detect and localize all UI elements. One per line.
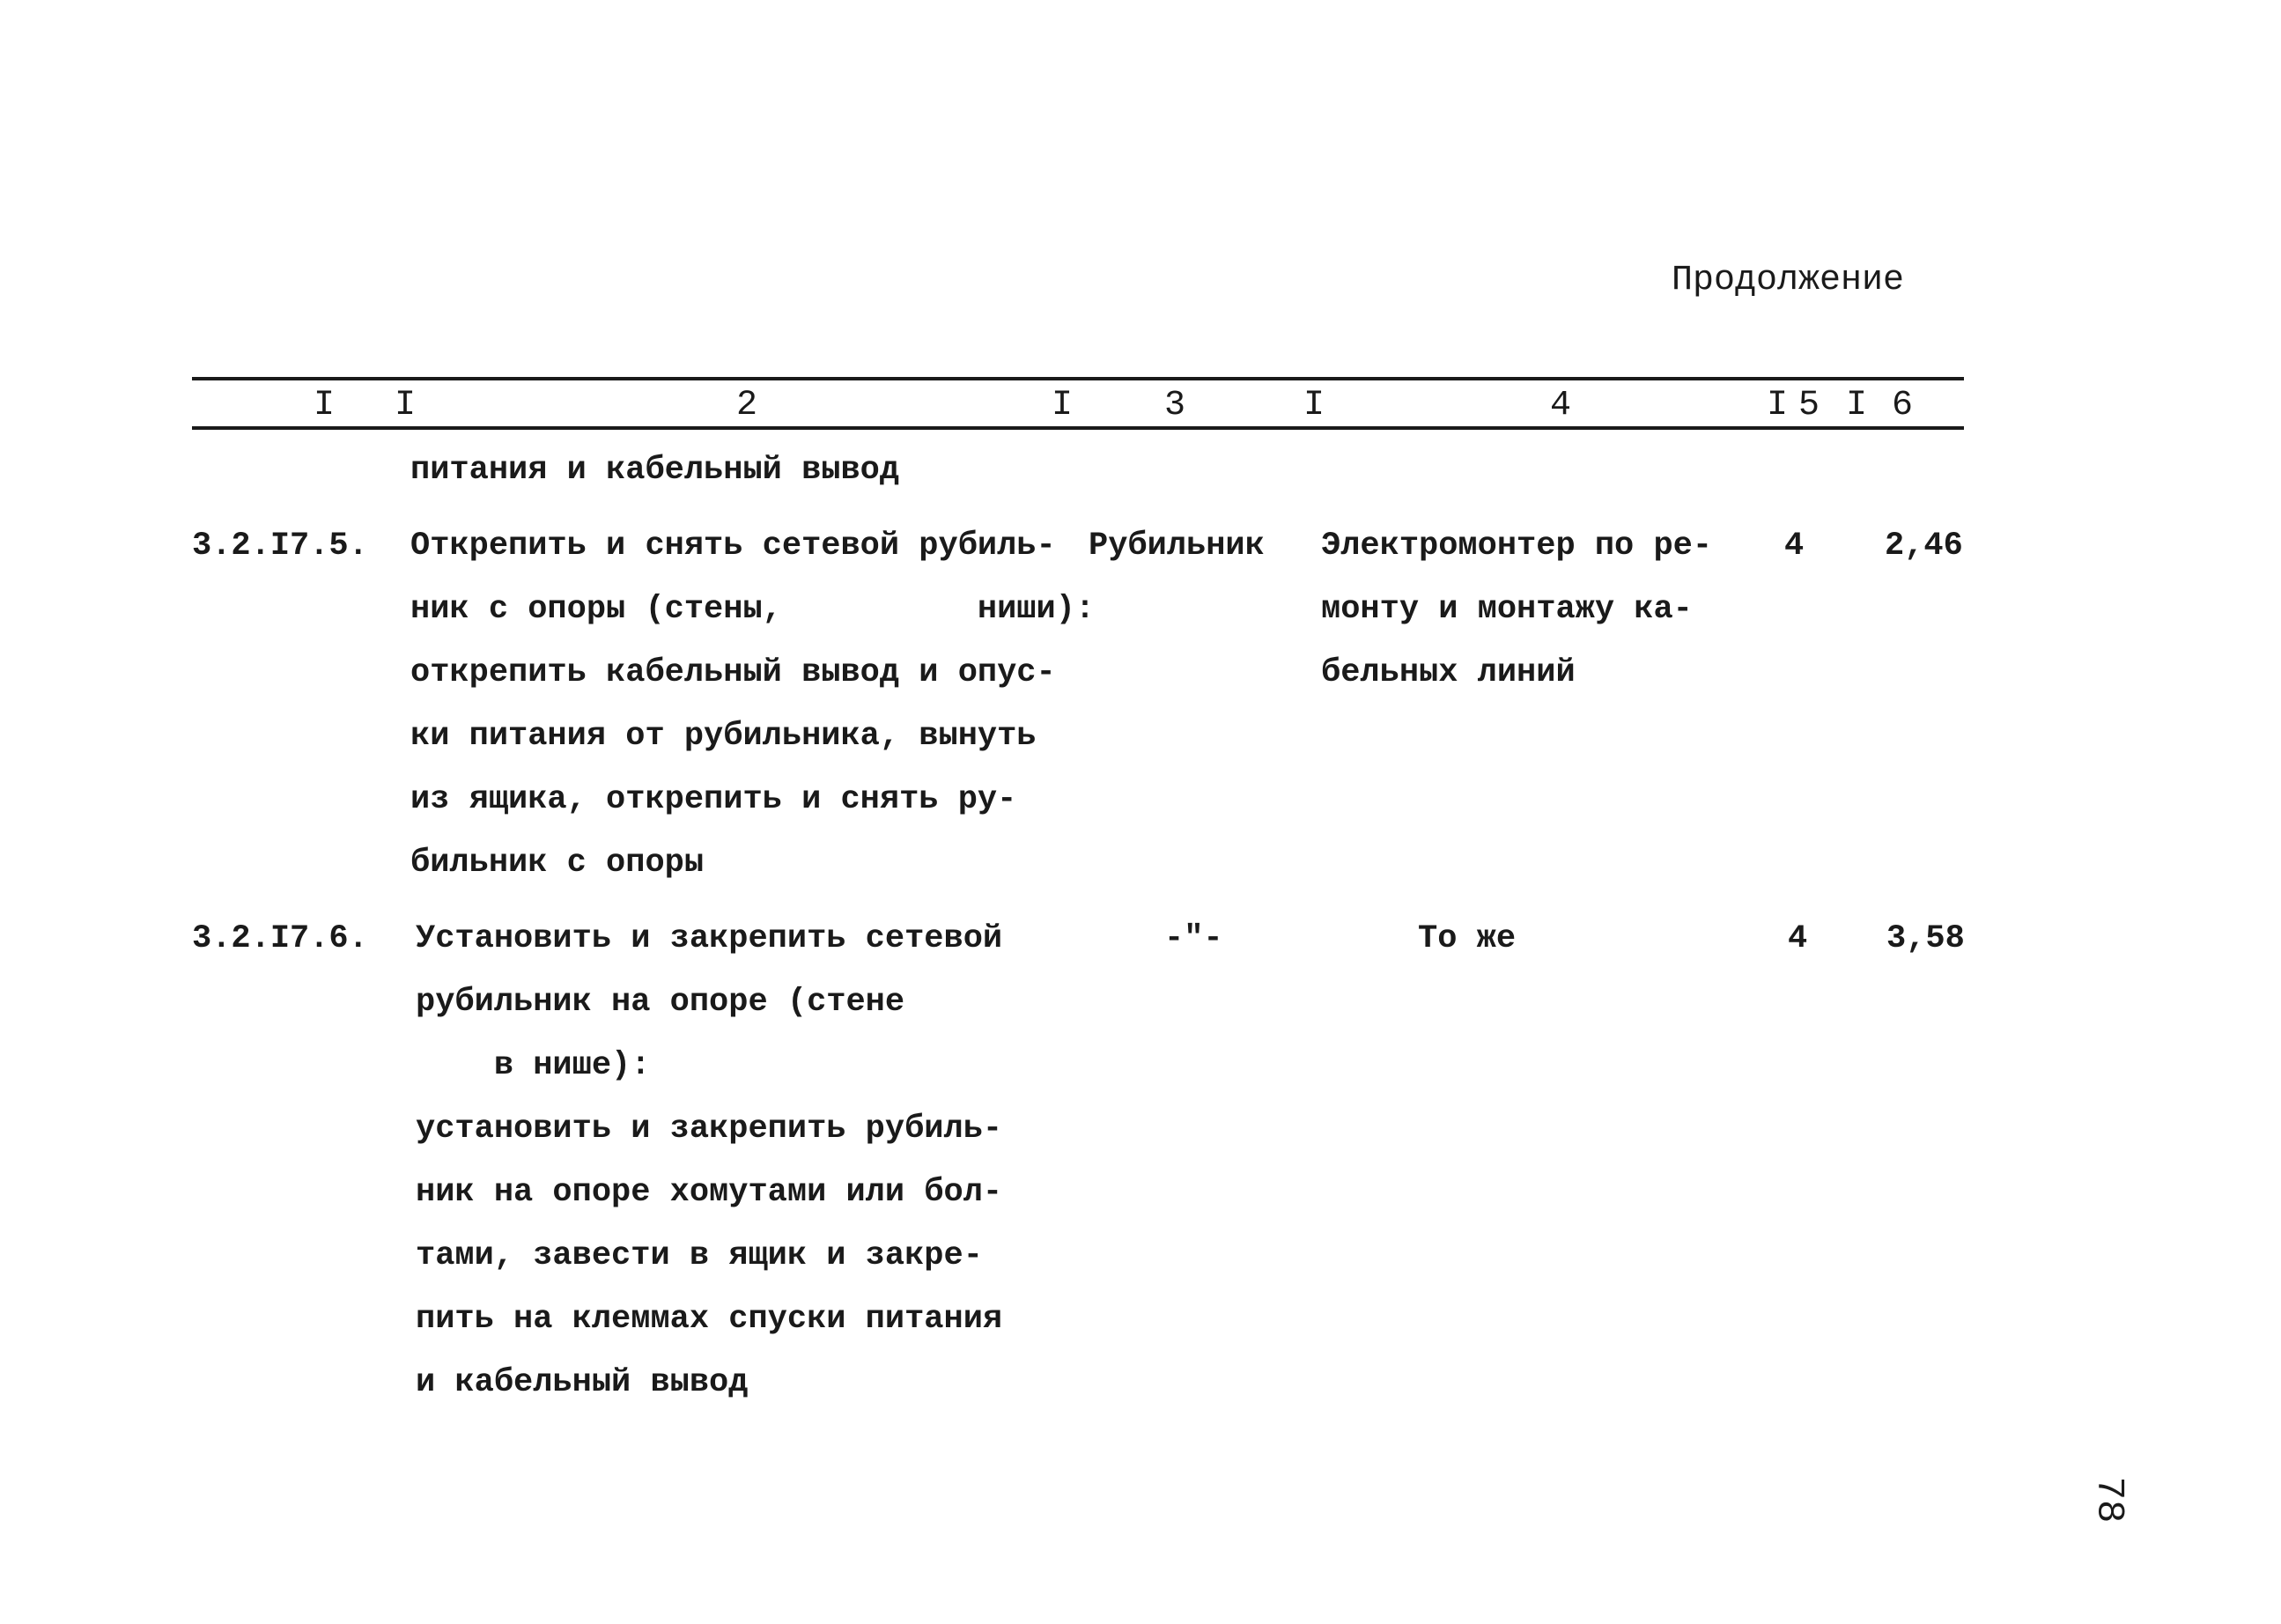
- row-worker-line: То же: [1418, 920, 1517, 957]
- row-equipment: -"-: [1164, 920, 1223, 957]
- header-col-5: 5: [1798, 386, 1822, 425]
- row-description-line: рубильник на опоре (стене: [416, 984, 905, 1021]
- continued-row-text: питания и кабельный вывод: [410, 452, 900, 489]
- row-norm-time: 3,58: [1886, 920, 1965, 957]
- header-sep: I: [1303, 386, 1327, 425]
- row-worker-line: монту и монтажу ка-: [1321, 591, 1693, 628]
- row-worker-line: Электромонтер по ре-: [1321, 528, 1713, 565]
- row-description-line: ник на опоре хомутами или бол-: [416, 1174, 1003, 1211]
- header-col-3: 3: [1164, 386, 1188, 425]
- row-description-line: в нише):: [416, 1047, 651, 1084]
- header-sep: I: [1052, 386, 1075, 425]
- continuation-label: Продолжение: [1672, 261, 1905, 300]
- header-col-6: 6: [1892, 386, 1916, 425]
- header-bottom-rule: [192, 426, 1964, 430]
- row-description-line: тами, завести в ящик и закре-: [416, 1237, 983, 1274]
- page-number: 78: [2086, 1476, 2131, 1524]
- header-sep: I: [395, 386, 418, 425]
- row-grade: 4: [1788, 920, 1808, 957]
- header-top-rule: [192, 377, 1964, 380]
- row-description-line: и кабельный вывод: [416, 1364, 749, 1401]
- row-code: 3.2.I7.6.: [192, 920, 368, 957]
- row-code: 3.2.I7.5.: [192, 528, 368, 565]
- row-description-line: ник с опоры (стены, ниши):: [410, 591, 1096, 628]
- row-description-line: Установить и закрепить сетевой: [416, 920, 1003, 957]
- header-col-2: 2: [736, 386, 760, 425]
- row-grade: 4: [1784, 528, 1805, 565]
- row-description-line: установить и закрепить рубиль-: [416, 1111, 1003, 1148]
- row-description-line: бильник с опоры: [410, 845, 705, 882]
- row-equipment: Рубильник: [1089, 528, 1265, 565]
- header-sep: I: [1767, 386, 1790, 425]
- row-norm-time: 2,46: [1885, 528, 1963, 565]
- row-description-line: пить на клеммах спуски питания: [416, 1301, 1003, 1338]
- row-description-line: Открепить и снять сетевой рубиль-: [410, 528, 1056, 565]
- row-description-line: ки питания от рубильника, вынуть: [410, 718, 1037, 755]
- header-sep: I: [1846, 386, 1870, 425]
- row-description-line: из ящика, открепить и снять ру-: [410, 781, 1017, 818]
- header-col-4: 4: [1550, 386, 1574, 425]
- row-worker-line: бельных линий: [1321, 654, 1576, 691]
- header-col-1: I: [314, 386, 337, 425]
- row-description-line: открепить кабельный вывод и опус-: [410, 654, 1056, 691]
